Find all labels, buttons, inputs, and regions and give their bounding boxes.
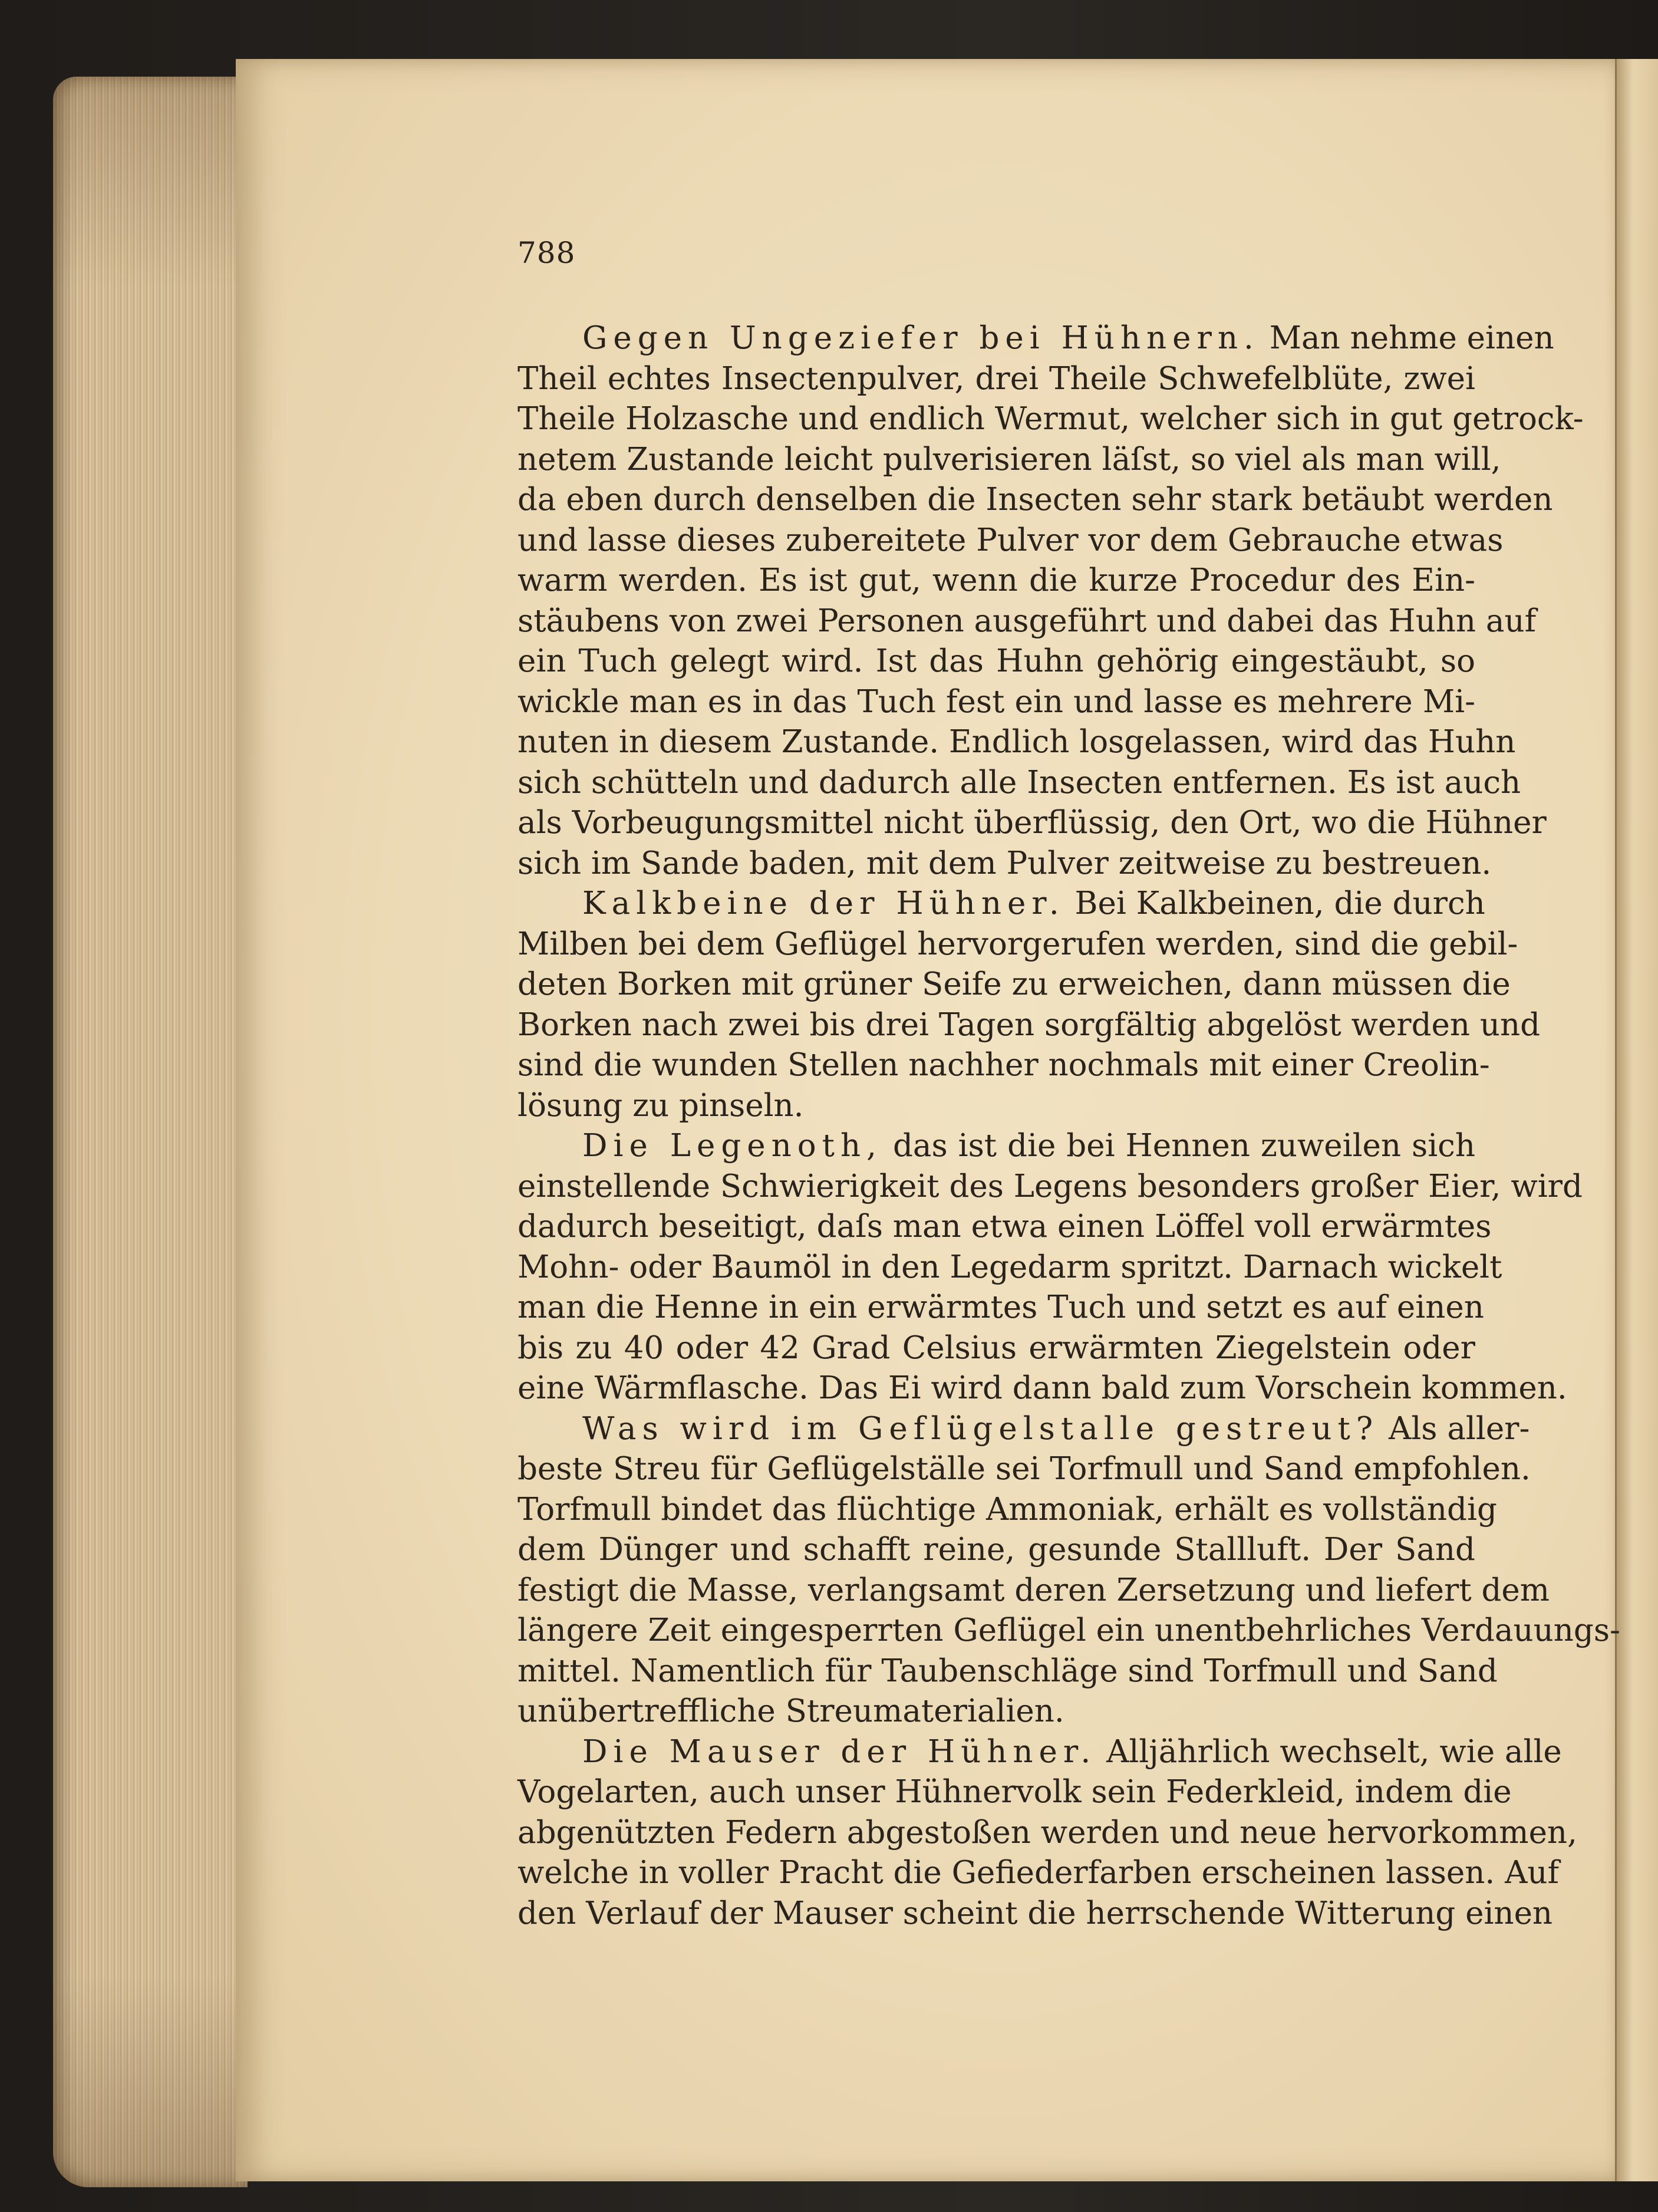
text-line: [517, 1368, 1567, 1409]
text-run: deten Borken mit grüner Seife zu erweichen, dann müssen die: [517, 966, 1511, 1002]
text-run: abgenützten Federn abgestoßen werden und neue hervorkommen,: [517, 1814, 1577, 1851]
text-line: [517, 1409, 1530, 1450]
text-line: [517, 763, 1521, 804]
text-line: [517, 924, 1518, 965]
text-run: sich im Sande baden, mit dem Pulver zeitweise zu bestreuen.: [517, 845, 1492, 881]
book-page-edges: [53, 77, 248, 2187]
text-run: wickle man es in das Tuch fest ein und lasse es mehrere Mi-: [517, 683, 1475, 720]
text-line: [517, 965, 1511, 1005]
text-line: [517, 1530, 1475, 1571]
text-line: [517, 1086, 1475, 1127]
text-line: [517, 440, 1501, 480]
text-run: Milben bei dem Geflügel hervorgerufen werden, sind die gebil-: [517, 926, 1518, 962]
text-line: [517, 844, 1492, 884]
text-line: [517, 803, 1547, 844]
section-heading: Die Mauser der Hühner.: [582, 1733, 1097, 1770]
text-line: [517, 1772, 1512, 1813]
text-run: Mohn- oder Baumöl in den Legedarm spritzt. Darnach wickelt: [517, 1249, 1502, 1285]
text-run: festigt die Masse, verlangsamt deren Zersetzung und liefert dem: [517, 1572, 1550, 1608]
text-line: [517, 1045, 1490, 1086]
text-run: warm werden. Es ist gut, wenn die kurze Procedur des Ein-: [517, 562, 1475, 598]
text-line: [517, 641, 1475, 682]
text-run: lösung zu pinseln.: [517, 1087, 804, 1124]
section-heading: Die Legenoth,: [582, 1128, 882, 1164]
text-run: Als aller-: [1379, 1410, 1530, 1447]
text-line: [517, 359, 1475, 400]
text-run: dem Dünger und schafft reine, gesunde Stallluft. Der Sand: [517, 1532, 1475, 1568]
text-run: Borken nach zwei bis drei Tagen sorgfältig abgelöst werden und: [517, 1006, 1541, 1043]
text-line: [517, 318, 1554, 359]
text-line: [517, 521, 1504, 561]
text-run: Vogelarten, auch unser Hühnervolk sein Federkleid, indem die: [517, 1774, 1512, 1810]
text-run: stäubens von zwei Personen ausgeführt und dabei das Huhn auf: [517, 603, 1537, 639]
text-line: [517, 1328, 1475, 1369]
text-line: [517, 1288, 1484, 1328]
text-run: Man nehme einen: [1259, 320, 1554, 356]
text-line: [517, 480, 1553, 521]
text-line: [517, 1207, 1492, 1247]
body-text: [517, 318, 1620, 1934]
text-run: sich schütteln und dadurch alle Insecten entfernen. Es ist auch: [517, 764, 1521, 801]
text-run: einstellende Schwierigkeit des Legens besonders großer Eier, wird: [517, 1168, 1583, 1204]
text-line: [517, 1005, 1541, 1046]
section-heading: Gegen Ungeziefer bei Hühnern.: [582, 320, 1260, 356]
text-run: man die Henne in ein erwärmtes Tuch und setzt es auf einen: [517, 1289, 1484, 1325]
text-run: nuten in diesem Zustande. Endlich losgelassen, wird das Huhn: [517, 724, 1516, 760]
text-run: dadurch beseitigt, daſs man etwa einen Löffel voll erwärmtes: [517, 1209, 1492, 1245]
text-line: [517, 1126, 1475, 1167]
next-page-edge: [1615, 59, 1658, 2181]
text-line: [517, 1732, 1562, 1773]
text-run: eine Wärmflasche. Das Ei wird dann bald zum Vorschein kommen.: [517, 1370, 1567, 1406]
text-run: den Verlauf der Mauser scheint die herrschende Witterung einen: [517, 1895, 1553, 1931]
text-run: sind die wunden Stellen nachher nochmals mit einer Creolin-: [517, 1047, 1490, 1083]
text-run: ein Tuch gelegt wird. Ist das Huhn gehörig eingestäubt, so: [517, 643, 1475, 679]
text-line: [517, 399, 1584, 440]
text-run: netem Zustande leicht pulverisieren läſst, so viel als man will,: [517, 441, 1501, 478]
text-line: [517, 1167, 1583, 1207]
text-line: [517, 1247, 1502, 1288]
text-run: Theile Holzasche und endlich Wermut, welcher sich in gut getrock-: [517, 401, 1584, 437]
text-line: [517, 1853, 1560, 1894]
text-run: Theil echtes Insectenpulver, drei Theile Schwefelblüte, zwei: [517, 360, 1475, 397]
text-line: [517, 1691, 1475, 1732]
text-run: längere Zeit eingesperrten Geflügel ein unentbehrliches Verdauungs-: [517, 1612, 1620, 1648]
text-line: [517, 1571, 1550, 1611]
page-number: 788: [517, 236, 576, 270]
text-run: Torfmull bindet das flüchtige Ammoniak, erhält es vollständig: [517, 1491, 1497, 1528]
text-run: und lasse dieses zubereitete Pulver vor dem Gebrauche etwas: [517, 522, 1504, 558]
text-line: [517, 1490, 1497, 1530]
section-heading: Was wird im Geflügelstalle gestreut?: [582, 1410, 1379, 1447]
text-line: [517, 884, 1485, 924]
text-line: [517, 722, 1516, 763]
text-run: beste Streu für Geflügelställe sei Torfmull und Sand empfohlen.: [517, 1451, 1531, 1487]
text-run: mittel. Namentlich für Taubenschläge sind Torfmull und Sand: [517, 1653, 1498, 1689]
text-run: da eben durch denselben die Insecten sehr stark betäubt werden: [517, 482, 1553, 518]
text-run: das ist die bei Hennen zuweilen sich: [882, 1128, 1475, 1164]
text-run: bis zu 40 oder 42 Grad Celsius erwärmten Ziegelstein oder: [517, 1329, 1475, 1366]
text-run: als Vorbeugungsmittel nicht überflüssig, den Ort, wo die Hühner: [517, 805, 1547, 841]
text-line: [517, 561, 1475, 601]
text-line: [517, 1611, 1620, 1651]
section-heading: Kalkbeine der Hühner.: [582, 886, 1065, 921]
text-run: Bei Kalkbeinen, die durch: [1064, 886, 1485, 921]
text-run: unübertreffliche Streumaterialien.: [517, 1693, 1064, 1729]
text-line: [517, 1894, 1553, 1934]
text-run: welche in voller Pracht die Gefiederfarben erscheinen lassen. Auf: [517, 1855, 1560, 1891]
text-line: [517, 601, 1537, 642]
text-line: [517, 1449, 1531, 1490]
text-run: Alljährlich wechselt, wie alle: [1096, 1733, 1562, 1770]
text-line: [517, 1651, 1498, 1692]
text-line: [517, 1813, 1577, 1854]
text-line: [517, 682, 1475, 723]
